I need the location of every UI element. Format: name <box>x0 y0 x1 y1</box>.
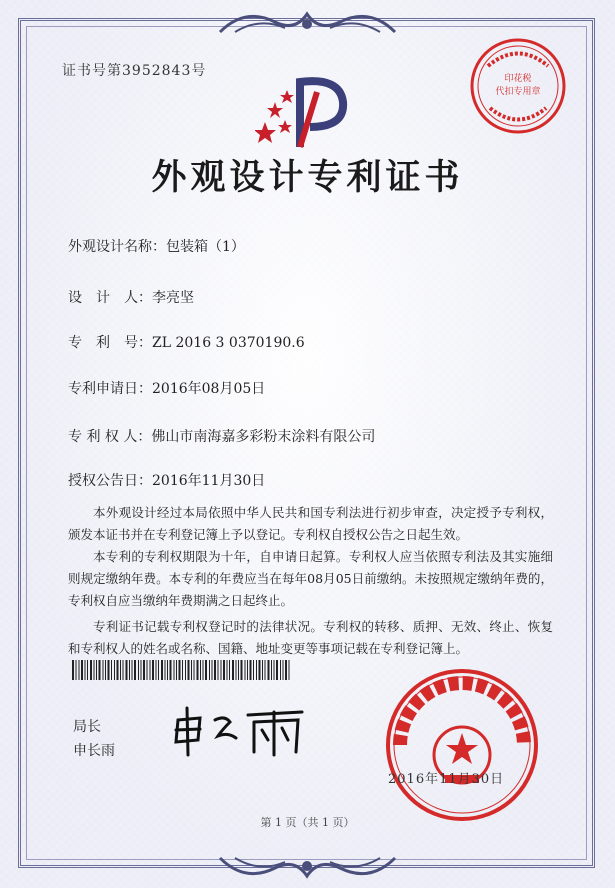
patent-office-logo-icon <box>255 72 355 152</box>
director-title: 局长 <box>73 719 101 735</box>
patent-number-row <box>68 332 305 352</box>
certificate-title: 外观设计专利证书 <box>151 157 464 198</box>
handwritten-signature-icon <box>170 700 310 760</box>
official-seal-icon <box>375 665 550 825</box>
director-name: 申长雨 <box>73 743 115 759</box>
patentee-label: 专 利 权 人： <box>68 429 152 445</box>
svg-text:印花税: 印花税 <box>504 74 532 84</box>
body-paragraph-1: 本外观设计经过本局依照中华人民共和国专利法进行初步审查，决定授予专利权，颁发本证书并在专利登记簿上予以登记。专利权自授权公告之日起生效。 <box>68 505 553 542</box>
body-paragraph-2: 本专利的专利权期限为十年，自申请日起算。专利权人应当依照专利法及其实施细则规定缴纳年费。本专利的年费应当在每年08月05日前缴纳。未按照规定缴纳年费的，专利权自应当缴纳年费期满之日起终止。 <box>68 549 553 608</box>
top-ornament-icon <box>215 2 400 40</box>
design-name-value: 包装箱（1） <box>166 239 245 255</box>
grant-date-row <box>68 470 265 490</box>
tax-stamp-seal-icon <box>468 36 568 136</box>
designer-label: 设 计 人： <box>68 290 152 306</box>
designer-value: 李亮坚 <box>152 290 194 306</box>
filing-date-value: 2016年08月05日 <box>152 381 266 397</box>
svg-text:代扣专用章: 代扣专用章 <box>495 87 541 97</box>
issue-date: 2016年11月30日 <box>388 772 505 787</box>
certificate-number: 证书号第3952843号 <box>62 63 207 79</box>
grant-date-value: 2016年11月30日 <box>152 473 266 489</box>
design-name-label: 外观设计名称： <box>68 239 166 255</box>
patentee-value: 佛山市南海嘉多彩粉末涂料有限公司 <box>151 429 376 445</box>
grant-date-label: 授权公告日： <box>68 473 152 489</box>
patent-number-value: ZL 2016 3 0370190.6 <box>152 335 305 351</box>
filing-date-row <box>68 378 265 398</box>
design-name-row <box>68 236 245 256</box>
filing-date-label: 专利申请日： <box>68 381 152 397</box>
patent-number-label: 专 利 号： <box>68 335 152 351</box>
page-footer: 第 1 页（共 1 页） <box>260 816 355 829</box>
barcode-icon <box>72 660 292 680</box>
certificate-body <box>68 502 553 660</box>
patentee-row <box>68 426 375 446</box>
bottom-ornament-icon <box>215 850 400 888</box>
designer-row <box>68 287 194 307</box>
body-paragraph-3: 专利证书记载专利权登记时的法律状况。专利权的转移、质押、无效、终止、恢复和专利权人的姓名或名称、国籍、地址变更等事项记载在专利登记簿上。 <box>68 619 553 656</box>
